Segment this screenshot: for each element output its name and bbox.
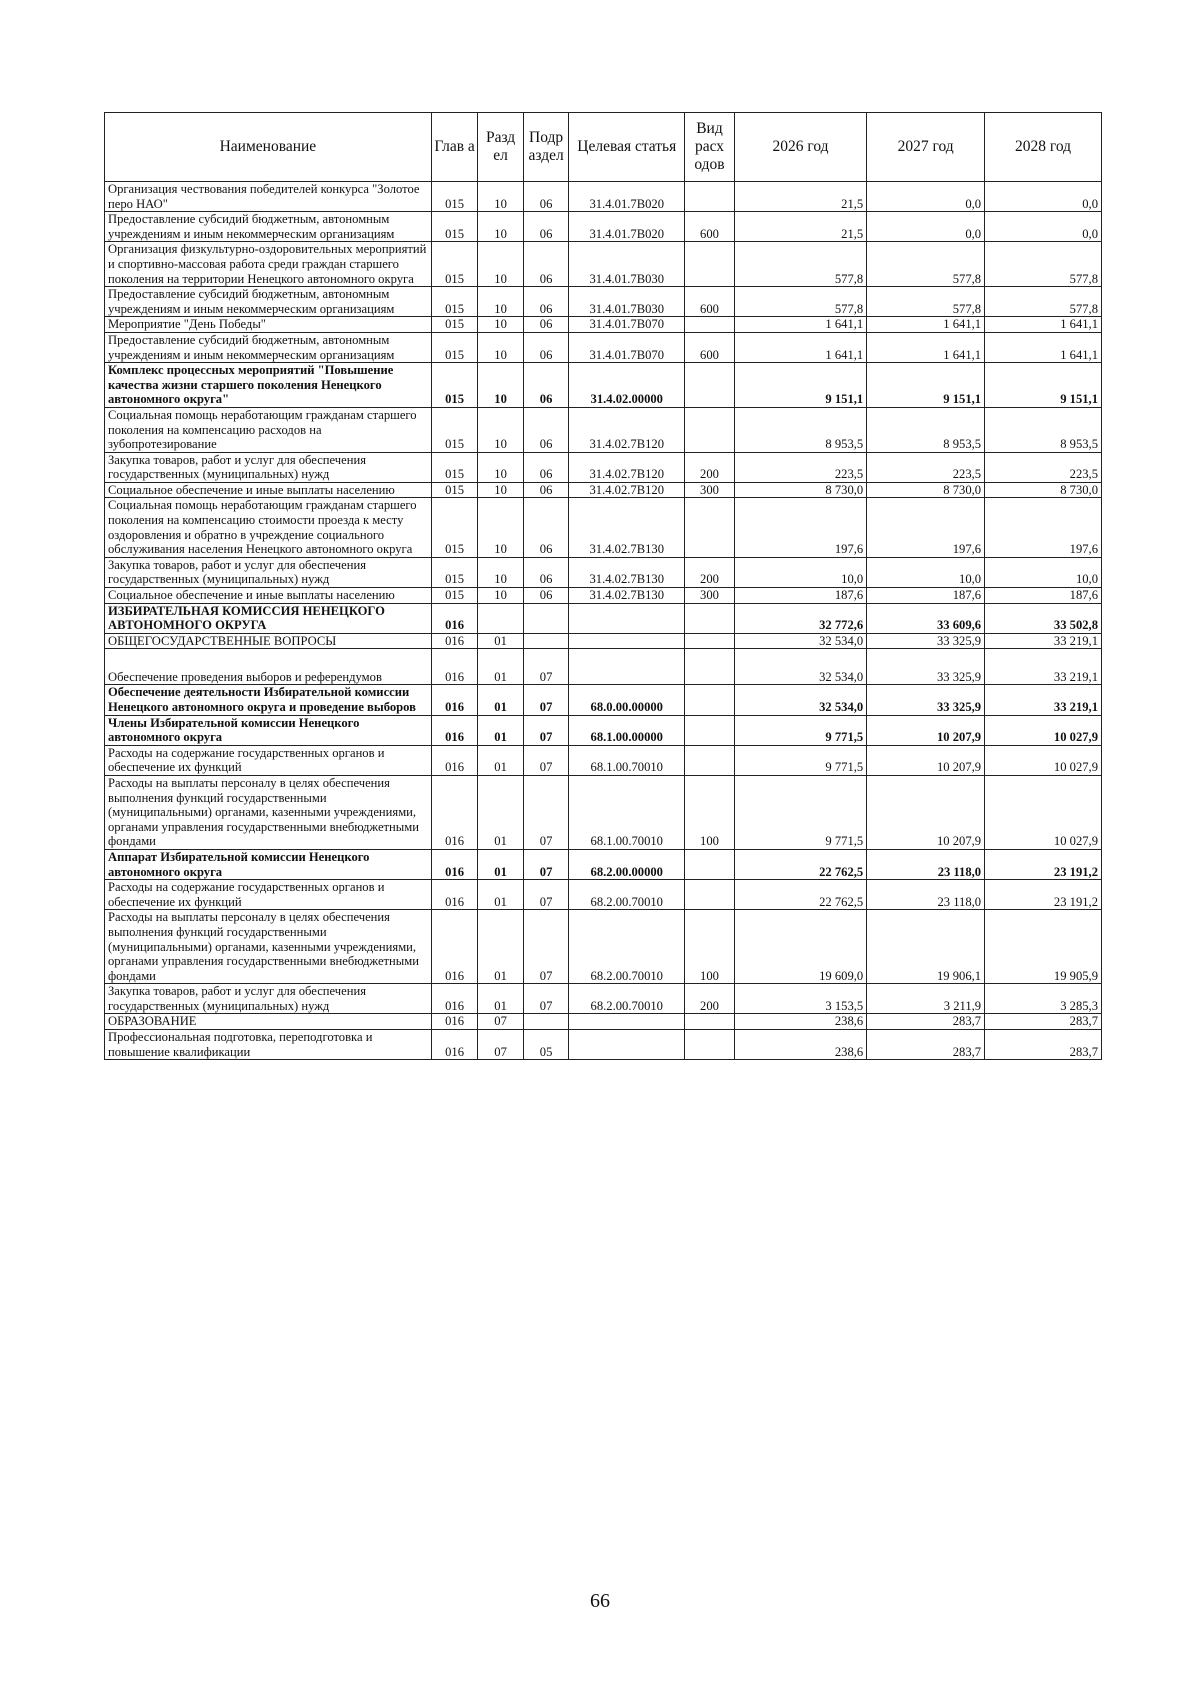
cell-2026: 9 151,1 — [734, 363, 866, 408]
cell-glava: 015 — [431, 332, 478, 362]
cell-target: 68.0.00.00000 — [569, 685, 685, 715]
cell-2028: 23 191,2 — [985, 880, 1102, 910]
cell-name: ОБЩЕГОСУДАРСТВЕННЫЕ ВОПРОСЫ — [105, 633, 432, 649]
table-row — [105, 715, 1102, 745]
cell-glava: 015 — [431, 407, 478, 452]
cell-2026: 1 641,1 — [734, 317, 866, 333]
cell-target: 68.2.00.70010 — [569, 910, 685, 984]
cell-2028: 197,6 — [985, 498, 1102, 557]
cell-2028: 223,5 — [985, 452, 1102, 482]
cell-2027: 577,8 — [867, 242, 985, 287]
cell-2027: 23 118,0 — [867, 849, 985, 879]
cell-2028: 577,8 — [985, 287, 1102, 317]
cell-podrazdel: 06 — [523, 182, 569, 212]
cell-name: Социальная помощь неработающим гражданам старшего поколения на компенсацию стоимости проезда к месту оздоровления и обратно в учреждение социального обслуживания населения Ненецкого автономного округа — [105, 498, 432, 557]
cell-target: 31.4.01.7В070 — [569, 317, 685, 333]
cell-name: ОБРАЗОВАНИЕ — [105, 1014, 432, 1030]
cell-glava: 015 — [431, 557, 478, 587]
cell-target: 31.4.01.7В020 — [569, 182, 685, 212]
cell-glava: 016 — [431, 984, 478, 1014]
cell-name: Расходы на содержание государственных органов и обеспечение их функций — [105, 880, 432, 910]
cell-target: 31.4.02.7В120 — [569, 452, 685, 482]
cell-name: Члены Избирательной комиссии Ненецкого автономного округа — [105, 715, 432, 745]
table-row — [105, 633, 1102, 649]
cell-podrazdel — [523, 603, 569, 633]
table-row — [105, 182, 1102, 212]
cell-vid — [685, 649, 735, 685]
cell-2027: 33 325,9 — [867, 633, 985, 649]
cell-glava: 015 — [431, 482, 478, 498]
table-row — [105, 1030, 1102, 1060]
cell-glava: 015 — [431, 287, 478, 317]
cell-razdel: 10 — [478, 588, 524, 604]
cell-glava: 016 — [431, 775, 478, 849]
cell-2026: 22 762,5 — [734, 880, 866, 910]
cell-2027: 197,6 — [867, 498, 985, 557]
table-row — [105, 363, 1102, 408]
cell-razdel: 10 — [478, 287, 524, 317]
cell-podrazdel — [523, 633, 569, 649]
cell-podrazdel — [523, 1014, 569, 1030]
cell-razdel: 01 — [478, 745, 524, 775]
cell-glava: 015 — [431, 588, 478, 604]
cell-podrazdel: 07 — [523, 715, 569, 745]
cell-2026: 1 641,1 — [734, 332, 866, 362]
cell-podrazdel: 06 — [523, 317, 569, 333]
table-row — [105, 557, 1102, 587]
table-row — [105, 849, 1102, 879]
cell-target: 31.4.02.7В130 — [569, 498, 685, 557]
cell-target — [569, 649, 685, 685]
cell-razdel: 07 — [478, 1014, 524, 1030]
cell-2028: 1 641,1 — [985, 317, 1102, 333]
cell-vid: 600 — [685, 287, 735, 317]
table-row — [105, 649, 1102, 685]
cell-name: ИЗБИРАТЕЛЬНАЯ КОМИССИЯ НЕНЕЦКОГО АВТОНОМНОГО ОКРУГА — [105, 603, 432, 633]
cell-target — [569, 633, 685, 649]
cell-podrazdel: 06 — [523, 452, 569, 482]
cell-name: Организация физкультурно-оздоровительных мероприятий и спортивно-массовая работа среди граждан старшего поколения на территории Ненецкого автономного округа — [105, 242, 432, 287]
cell-razdel: 01 — [478, 984, 524, 1014]
cell-2028: 8 953,5 — [985, 407, 1102, 452]
cell-target — [569, 1030, 685, 1060]
cell-glava: 015 — [431, 363, 478, 408]
cell-vid — [685, 1014, 735, 1030]
cell-target: 68.2.00.00000 — [569, 849, 685, 879]
cell-podrazdel: 05 — [523, 1030, 569, 1060]
cell-name: Закупка товаров, работ и услуг для обеспечения государственных (муниципальных) нужд — [105, 557, 432, 587]
cell-2028: 10,0 — [985, 557, 1102, 587]
cell-target: 68.1.00.00000 — [569, 715, 685, 745]
cell-vid — [685, 363, 735, 408]
cell-target: 68.2.00.70010 — [569, 984, 685, 1014]
cell-razdel: 10 — [478, 498, 524, 557]
cell-2027: 223,5 — [867, 452, 985, 482]
cell-2027: 283,7 — [867, 1030, 985, 1060]
cell-vid — [685, 242, 735, 287]
cell-target: 31.4.01.7В070 — [569, 332, 685, 362]
cell-name: Закупка товаров, работ и услуг для обеспечения государственных (муниципальных) нужд — [105, 452, 432, 482]
cell-razdel: 10 — [478, 407, 524, 452]
table-row — [105, 242, 1102, 287]
cell-target: 68.2.00.70010 — [569, 880, 685, 910]
cell-2028: 1 641,1 — [985, 332, 1102, 362]
cell-podrazdel: 07 — [523, 649, 569, 685]
cell-2026: 32 534,0 — [734, 633, 866, 649]
table-row — [105, 332, 1102, 362]
cell-2027: 283,7 — [867, 1014, 985, 1030]
table-row — [105, 745, 1102, 775]
cell-vid: 200 — [685, 557, 735, 587]
table-row — [105, 1014, 1102, 1030]
cell-name: Закупка товаров, работ и услуг для обеспечения государственных (муниципальных) нужд — [105, 984, 432, 1014]
cell-2027: 9 151,1 — [867, 363, 985, 408]
cell-2028: 33 219,1 — [985, 633, 1102, 649]
cell-glava: 015 — [431, 182, 478, 212]
cell-2027: 1 641,1 — [867, 317, 985, 333]
cell-2028: 33 502,8 — [985, 603, 1102, 633]
header-name: Наименование — [105, 113, 432, 182]
cell-podrazdel: 06 — [523, 407, 569, 452]
cell-2028: 33 219,1 — [985, 685, 1102, 715]
cell-2027: 1 641,1 — [867, 332, 985, 362]
cell-name: Мероприятие "День Победы" — [105, 317, 432, 333]
header-podrazdel: Подр аздел — [523, 113, 569, 182]
cell-vid — [685, 1030, 735, 1060]
cell-podrazdel: 07 — [523, 685, 569, 715]
cell-vid: 300 — [685, 588, 735, 604]
cell-vid: 100 — [685, 775, 735, 849]
cell-razdel: 01 — [478, 715, 524, 745]
cell-2028: 0,0 — [985, 212, 1102, 242]
cell-2028: 9 151,1 — [985, 363, 1102, 408]
cell-2028: 283,7 — [985, 1014, 1102, 1030]
cell-vid — [685, 498, 735, 557]
cell-2027: 33 325,9 — [867, 685, 985, 715]
cell-glava: 016 — [431, 685, 478, 715]
header-2026: 2026 год — [734, 113, 866, 182]
cell-2027: 10 207,9 — [867, 745, 985, 775]
cell-podrazdel: 06 — [523, 287, 569, 317]
cell-target: 31.4.01.7В030 — [569, 242, 685, 287]
cell-2026: 9 771,5 — [734, 745, 866, 775]
cell-2027: 33 609,6 — [867, 603, 985, 633]
cell-2026: 197,6 — [734, 498, 866, 557]
cell-vid — [685, 715, 735, 745]
cell-podrazdel: 07 — [523, 910, 569, 984]
cell-glava: 015 — [431, 242, 478, 287]
cell-target: 31.4.02.7В120 — [569, 482, 685, 498]
cell-2026: 8 730,0 — [734, 482, 866, 498]
cell-vid — [685, 407, 735, 452]
cell-vid — [685, 317, 735, 333]
cell-2026: 9 771,5 — [734, 775, 866, 849]
cell-2026: 32 772,6 — [734, 603, 866, 633]
cell-2026: 8 953,5 — [734, 407, 866, 452]
cell-podrazdel: 06 — [523, 498, 569, 557]
cell-2026: 9 771,5 — [734, 715, 866, 745]
cell-glava: 015 — [431, 498, 478, 557]
cell-name: Аппарат Избирательной комиссии Ненецкого автономного округа — [105, 849, 432, 879]
cell-2026: 577,8 — [734, 287, 866, 317]
cell-2028: 283,7 — [985, 1030, 1102, 1060]
cell-2028: 19 905,9 — [985, 910, 1102, 984]
header-glava: Глав а — [431, 113, 478, 182]
cell-2026: 238,6 — [734, 1014, 866, 1030]
cell-podrazdel: 07 — [523, 849, 569, 879]
table-row — [105, 482, 1102, 498]
cell-razdel: 01 — [478, 880, 524, 910]
cell-glava: 016 — [431, 745, 478, 775]
cell-2026: 187,6 — [734, 588, 866, 604]
cell-2028: 10 027,9 — [985, 745, 1102, 775]
cell-razdel: 10 — [478, 317, 524, 333]
cell-2027: 23 118,0 — [867, 880, 985, 910]
cell-2026: 32 534,0 — [734, 685, 866, 715]
cell-name: Расходы на содержание государственных органов и обеспечение их функций — [105, 745, 432, 775]
table-row — [105, 452, 1102, 482]
cell-glava: 016 — [431, 849, 478, 879]
cell-name: Социальное обеспечение и иные выплаты населению — [105, 482, 432, 498]
cell-target — [569, 603, 685, 633]
cell-vid: 200 — [685, 984, 735, 1014]
cell-2026: 3 153,5 — [734, 984, 866, 1014]
cell-target: 31.4.02.7В130 — [569, 557, 685, 587]
cell-podrazdel: 06 — [523, 557, 569, 587]
header-2028: 2028 год — [985, 113, 1102, 182]
cell-vid: 200 — [685, 452, 735, 482]
cell-podrazdel: 06 — [523, 212, 569, 242]
cell-target: 31.4.02.7В120 — [569, 407, 685, 452]
cell-podrazdel: 07 — [523, 745, 569, 775]
cell-glava: 016 — [431, 1030, 478, 1060]
header-vid: Вид расх одов — [685, 113, 735, 182]
cell-vid — [685, 685, 735, 715]
cell-vid — [685, 880, 735, 910]
table-row — [105, 775, 1102, 849]
cell-2026: 21,5 — [734, 182, 866, 212]
cell-vid: 600 — [685, 332, 735, 362]
cell-2027: 33 325,9 — [867, 649, 985, 685]
cell-glava: 016 — [431, 910, 478, 984]
cell-razdel: 10 — [478, 242, 524, 287]
budget-table — [104, 112, 1102, 1060]
cell-2026: 577,8 — [734, 242, 866, 287]
cell-vid — [685, 745, 735, 775]
table-body — [105, 182, 1102, 1060]
cell-2027: 3 211,9 — [867, 984, 985, 1014]
table-header-row — [105, 113, 1102, 182]
cell-glava: 015 — [431, 317, 478, 333]
table-row — [105, 910, 1102, 984]
cell-name: Обеспечение проведения выборов и референдумов — [105, 649, 432, 685]
cell-vid — [685, 849, 735, 879]
table-row — [105, 880, 1102, 910]
cell-vid — [685, 603, 735, 633]
cell-razdel: 01 — [478, 633, 524, 649]
cell-2026: 22 762,5 — [734, 849, 866, 879]
cell-podrazdel: 07 — [523, 775, 569, 849]
cell-target: 68.1.00.70010 — [569, 745, 685, 775]
cell-glava: 015 — [431, 212, 478, 242]
cell-razdel: 07 — [478, 1030, 524, 1060]
cell-target: 31.4.02.7В130 — [569, 588, 685, 604]
cell-name: Предоставление субсидий бюджетным, автономным учреждениям и иным некоммерческим организациям — [105, 332, 432, 362]
cell-target: 68.1.00.70010 — [569, 775, 685, 849]
cell-2026: 19 609,0 — [734, 910, 866, 984]
cell-name: Предоставление субсидий бюджетным, автономным учреждениям и иным некоммерческим организациям — [105, 287, 432, 317]
cell-glava: 016 — [431, 603, 478, 633]
cell-2026: 238,6 — [734, 1030, 866, 1060]
cell-target: 31.4.02.00000 — [569, 363, 685, 408]
cell-vid — [685, 633, 735, 649]
cell-razdel: 10 — [478, 452, 524, 482]
cell-target: 31.4.01.7В020 — [569, 212, 685, 242]
cell-name: Комплекс процессных мероприятий "Повышение качества жизни старшего поколения Ненецкого автономного округа" — [105, 363, 432, 408]
cell-2028: 10 027,9 — [985, 715, 1102, 745]
table-row — [105, 287, 1102, 317]
cell-2027: 0,0 — [867, 182, 985, 212]
table-row — [105, 317, 1102, 333]
table-row — [105, 984, 1102, 1014]
cell-glava: 016 — [431, 1014, 478, 1030]
cell-razdel — [478, 603, 524, 633]
cell-razdel: 10 — [478, 557, 524, 587]
cell-podrazdel: 07 — [523, 880, 569, 910]
table-row — [105, 407, 1102, 452]
cell-target: 31.4.01.7В030 — [569, 287, 685, 317]
cell-2027: 10 207,9 — [867, 715, 985, 745]
cell-name: Расходы на выплаты персоналу в целях обеспечения выполнения функций государственными (муниципальными) органами, казенными учреждениями, органами управления государственными внебюджетными фондами — [105, 910, 432, 984]
cell-name: Социальное обеспечение и иные выплаты населению — [105, 588, 432, 604]
cell-name: Социальная помощь неработающим гражданам старшего поколения на компенсацию расходов на зубопротезирование — [105, 407, 432, 452]
cell-2026: 32 534,0 — [734, 649, 866, 685]
cell-2027: 8 730,0 — [867, 482, 985, 498]
cell-razdel: 10 — [478, 363, 524, 408]
cell-name: Профессиональная подготовка, переподготовка и повышение квалификации — [105, 1030, 432, 1060]
cell-2028: 10 027,9 — [985, 775, 1102, 849]
cell-podrazdel: 06 — [523, 588, 569, 604]
cell-2027: 187,6 — [867, 588, 985, 604]
cell-vid: 300 — [685, 482, 735, 498]
cell-name: Расходы на выплаты персоналу в целях обеспечения выполнения функций государственными (муниципальными) органами, казенными учреждениями, органами управления государственными внебюджетными фондами — [105, 775, 432, 849]
cell-name: Обеспечение деятельности Избирательной комиссии Ненецкого автономного округа и проведение выборов — [105, 685, 432, 715]
page-number: 66 — [590, 1590, 610, 1612]
cell-glava: 016 — [431, 633, 478, 649]
cell-2027: 0,0 — [867, 212, 985, 242]
header-2027: 2027 год — [867, 113, 985, 182]
cell-razdel: 01 — [478, 910, 524, 984]
cell-2027: 577,8 — [867, 287, 985, 317]
cell-2027: 8 953,5 — [867, 407, 985, 452]
cell-2028: 0,0 — [985, 182, 1102, 212]
cell-razdel: 01 — [478, 849, 524, 879]
cell-2028: 33 219,1 — [985, 649, 1102, 685]
cell-2026: 21,5 — [734, 212, 866, 242]
cell-2026: 223,5 — [734, 452, 866, 482]
cell-razdel: 01 — [478, 649, 524, 685]
cell-2027: 19 906,1 — [867, 910, 985, 984]
cell-name: Организация чествования победителей конкурса "Золотое перо НАО" — [105, 182, 432, 212]
cell-target — [569, 1014, 685, 1030]
cell-razdel: 01 — [478, 775, 524, 849]
cell-glava: 016 — [431, 715, 478, 745]
cell-vid: 100 — [685, 910, 735, 984]
cell-podrazdel: 06 — [523, 332, 569, 362]
cell-podrazdel: 06 — [523, 242, 569, 287]
cell-2027: 10,0 — [867, 557, 985, 587]
cell-2028: 187,6 — [985, 588, 1102, 604]
header-target: Целевая статья — [569, 113, 685, 182]
cell-razdel: 10 — [478, 212, 524, 242]
cell-glava: 016 — [431, 880, 478, 910]
cell-vid — [685, 182, 735, 212]
header-razdel: Разд ел — [478, 113, 524, 182]
table-row — [105, 685, 1102, 715]
cell-glava: 016 — [431, 649, 478, 685]
cell-razdel: 10 — [478, 182, 524, 212]
cell-razdel: 10 — [478, 482, 524, 498]
cell-2028: 3 285,3 — [985, 984, 1102, 1014]
cell-2028: 577,8 — [985, 242, 1102, 287]
cell-podrazdel: 06 — [523, 363, 569, 408]
cell-podrazdel: 06 — [523, 482, 569, 498]
cell-2028: 23 191,2 — [985, 849, 1102, 879]
cell-glava: 015 — [431, 452, 478, 482]
table-row — [105, 498, 1102, 557]
table-row — [105, 588, 1102, 604]
table-row — [105, 603, 1102, 633]
cell-2028: 8 730,0 — [985, 482, 1102, 498]
cell-razdel: 01 — [478, 685, 524, 715]
cell-2027: 10 207,9 — [867, 775, 985, 849]
cell-vid: 600 — [685, 212, 735, 242]
cell-2026: 10,0 — [734, 557, 866, 587]
cell-podrazdel: 07 — [523, 984, 569, 1014]
cell-name: Предоставление субсидий бюджетным, автономным учреждениям и иным некоммерческим организациям — [105, 212, 432, 242]
cell-razdel: 10 — [478, 332, 524, 362]
table-row — [105, 212, 1102, 242]
